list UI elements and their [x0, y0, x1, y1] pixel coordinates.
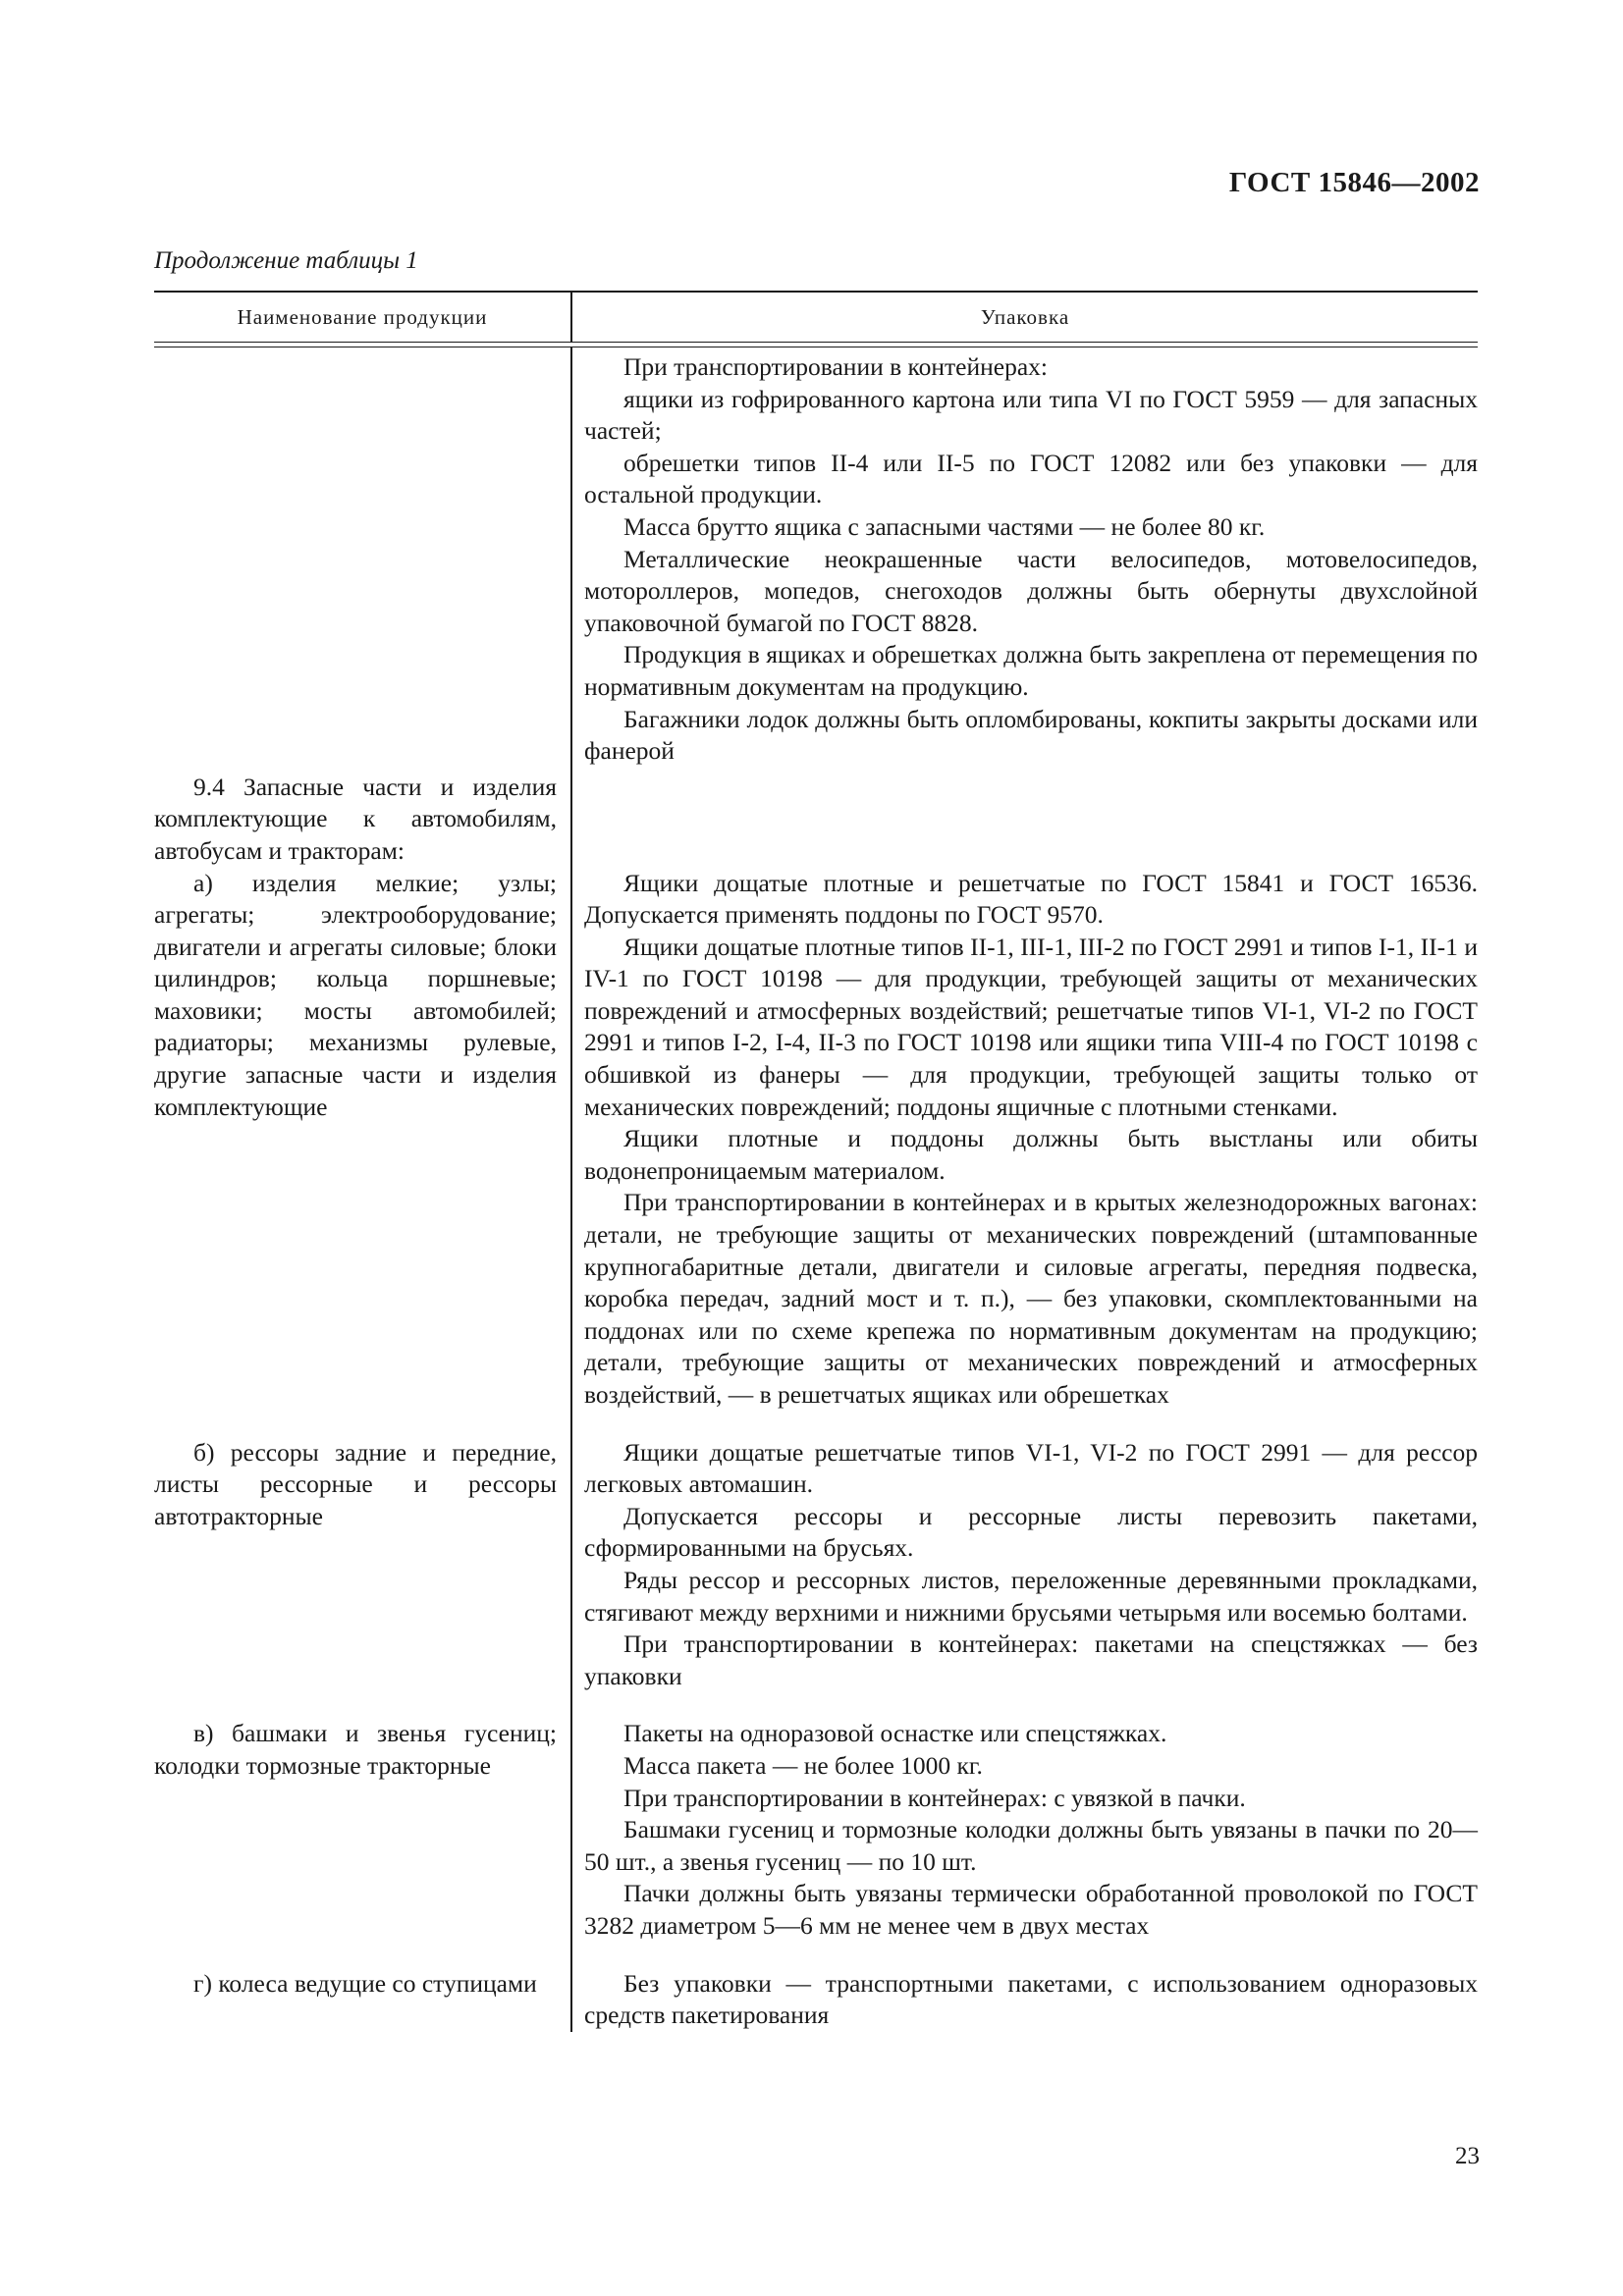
product-cell — [154, 1968, 570, 2032]
document-code: ГОСТ 15846—2002 — [1228, 167, 1480, 198]
product-section-heading: 9.4 Запасные части и изделия комплектующие к автомобилям, автобусам и тракторам: — [154, 772, 557, 865]
packaging-paragraph: Ряды рессор и рессорных листов, переложенные деревянными прокладками, стягивают между верхними и нижними брусьями четырьмя или восемью болтами. — [584, 1565, 1478, 1627]
packaging-paragraph: Допускается рессоры и рессорные листы перевозить пакетами, сформированными на брусьях. — [584, 1501, 1478, 1563]
packaging-paragraph: При транспортировании в контейнерах: с увязкой в пачки. — [623, 1783, 1246, 1812]
packaging-paragraph: Продукция в ящиках и обрешетках должна быть закреплена от перемещения по нормативным документам на продукцию. — [584, 640, 1478, 701]
packaging-paragraph: Ящики дощатые решетчатые типов VI-1, VI-2 по ГОСТ 2991 — для рессор легковых автомашин. — [584, 1437, 1478, 1499]
packaging-paragraph: Без упаковки — транспортными пакетами, с использованием одноразовых средств пакетирования — [584, 1968, 1478, 2030]
packaging-paragraph: При транспортировании в контейнерах: — [623, 352, 1048, 381]
packaging-table — [154, 291, 1478, 2032]
packaging-paragraph: ящики из гофрированного картона или типа VI по ГОСТ 5959 — для запасных частей; — [584, 384, 1478, 446]
packaging-paragraph: Ящики дощатые плотные типов II-1, III-1, III-2 по ГОСТ 2991 и типов I-1, II-1 и IV-1 по ГОСТ 10198 — для продукции, требующей защиты от механических повреждений и атмосферных воздействий; решетчатые типов VI-1, VI-2 по ГОСТ 2991 и типов I-2, I-4, II-3 по ГОСТ 10198 или ящики типа VIII-4 по ГОСТ 10198 с обшивкой из фанеры — для продукции, требующей защиты только от механических повреждений; поддоны ящичные с плотными стенками. — [584, 932, 1478, 1121]
table-row — [154, 1718, 1478, 1942]
packaging-cell — [570, 1718, 1478, 1942]
packaging-cell — [570, 1968, 1478, 2032]
product-name: г) колеса ведущие со ступицами — [193, 1968, 537, 1998]
table-row — [154, 772, 1478, 868]
packaging-paragraph: Ящики дощатые плотные и решетчатые по ГОСТ 15841 и ГОСТ 16536. Допускается применять поддоны по ГОСТ 9570. — [584, 868, 1478, 930]
product-cell — [154, 351, 570, 768]
table-row — [154, 351, 1478, 768]
packaging-paragraph: Металлические неокрашенные части велосипедов, мотовелосипедов, мотороллеров, мопедов, снегоходов должны быть обернуты двухслойной упаковочной бумагой по ГОСТ 8828. — [584, 544, 1478, 637]
table-body — [154, 347, 1478, 2032]
packaging-paragraph: Ящики плотные и поддоны должны быть выстланы или обиты водонепроницаемым материалом. — [584, 1124, 1478, 1185]
table-row — [154, 868, 1478, 1412]
product-cell — [154, 1437, 570, 1693]
column-header-product: Наименование продукции — [237, 304, 488, 329]
packaging-paragraph: Пачки должны быть увязаны термически обработанной проволокой по ГОСТ 3282 диаметром 5—6 мм не менее чем в двух местах — [584, 1879, 1478, 1940]
product-cell — [154, 772, 570, 868]
product-name: б) рессоры задние и передние, листы рессорные и рессоры автотракторные — [154, 1437, 557, 1530]
table-header-row — [154, 293, 1478, 342]
packaging-cell — [570, 351, 1478, 768]
packaging-cell — [570, 1437, 1478, 1693]
packaging-paragraph: Пакеты на одноразовой оснастке или спецстяжках. — [623, 1719, 1167, 1748]
product-cell — [154, 868, 570, 1412]
packaging-paragraph: Башмаки гусениц и тормозные колодки должны быть увязаны в пачки по 20—50 шт., а звенья гусениц — по 10 шт. — [584, 1815, 1478, 1876]
product-cell — [154, 1718, 570, 1942]
table-row — [154, 1968, 1478, 2032]
packaging-paragraph: Масса брутто ящика с запасными частями — не более 80 кг. — [623, 511, 1266, 541]
page-number: 23 — [1455, 2143, 1480, 2169]
packaging-paragraph: обрешетки типов II-4 или II-5 по ГОСТ 12082 или без упаковки — для остальной продукции. — [584, 448, 1478, 509]
table-row — [154, 1437, 1478, 1693]
packaging-paragraph: При транспортировании в контейнерах: пакетами на спецстяжках — без упаковки — [584, 1629, 1478, 1690]
product-name: а) изделия мелкие; узлы; агрегаты; электрооборудование; двигатели и агрегаты силовые; блоки цилиндров; кольца поршневые; маховики; мосты автомобилей; радиаторы; механизмы рулевые, другие запасные части и изделия комплектующие — [154, 868, 557, 1121]
packaging-cell — [570, 868, 1478, 1412]
table-caption: Продолжение таблицы 1 — [154, 247, 418, 274]
column-header-packaging: Упаковка — [570, 293, 1478, 342]
product-name: в) башмаки и звенья гусениц; колодки тормозные тракторные — [154, 1719, 557, 1780]
packaging-cell — [570, 772, 1478, 868]
packaging-paragraph: Масса пакета — не более 1000 кг. — [623, 1750, 983, 1780]
packaging-paragraph: Багажники лодок должны быть опломбированы, кокпиты закрыты досками или фанерой — [584, 704, 1478, 766]
packaging-paragraph: При транспортировании в контейнерах и в крытых железнодорожных вагонах: детали, не требующие защиты от механических повреждений (штампованные крупногабаритные детали, двигатели и силовые агрегаты, передняя подвеска, коробка передач, задний мост и т. п.), — без упаковки, скомплектованными на поддонах или по схеме крепежа по нормативным документам на продукцию; детали, требующие защиты от механических повреждений и атмосферных воздействий, — в решетчатых ящиках или обрешетках — [584, 1188, 1478, 1409]
